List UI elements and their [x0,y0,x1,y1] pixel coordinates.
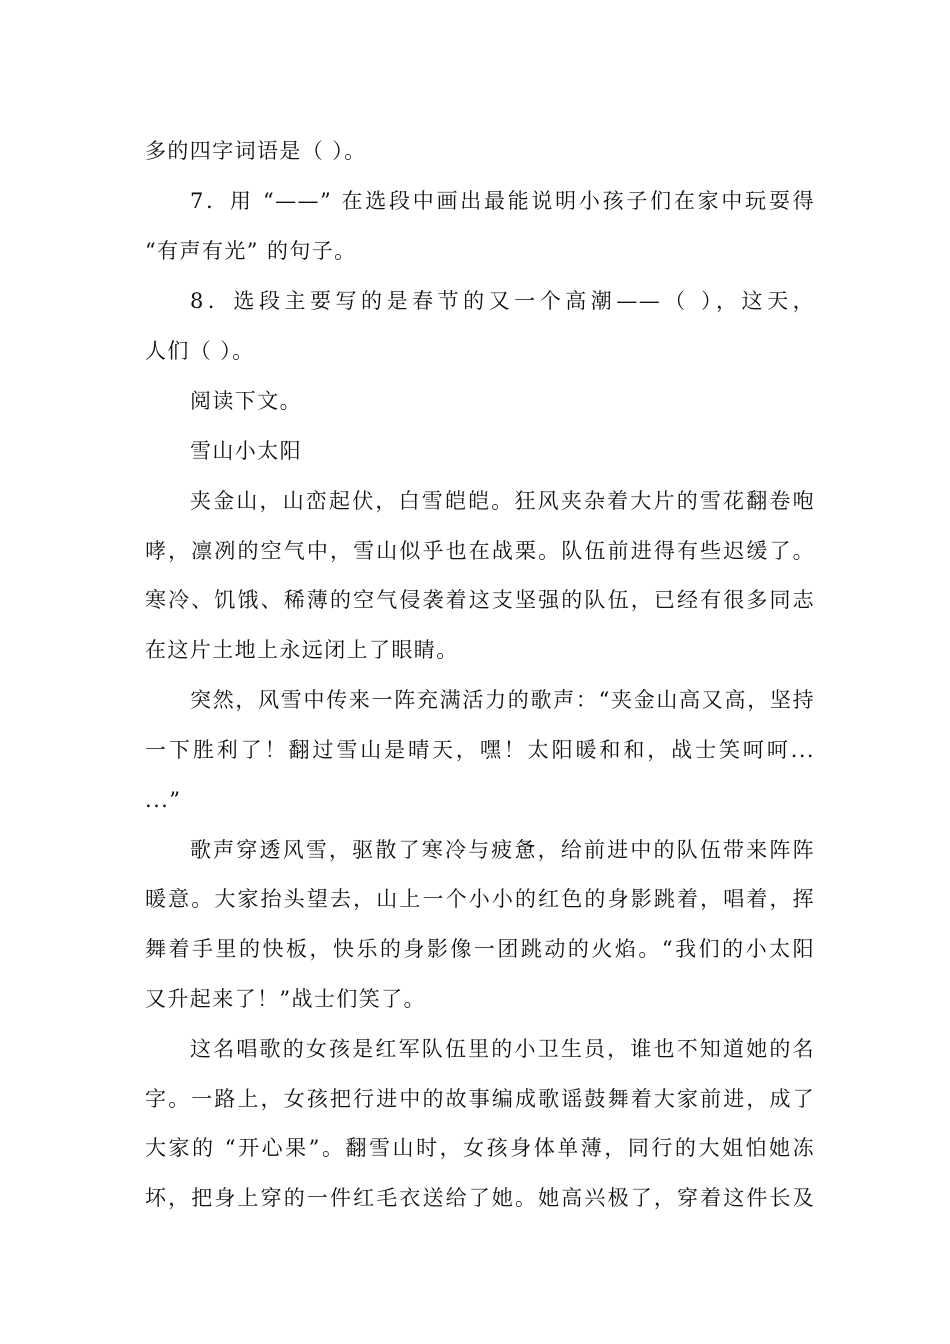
paragraph-3-line-3: 舞着手里的快板，快乐的身影像一团跳动的火焰。“我们的小太阳 [145,937,815,961]
paragraph-4-line-3: 大家的 “开心果”。翻雪山时，女孩身体单薄，同行的大姐怕她冻 [145,1136,815,1160]
question-8-line-1: 8．选段主要写的是春节的又一个高潮——（ ），这天， [190,289,815,313]
paragraph-4-line-2: 字。一路上，女孩把行进中的故事编成歌谣鼓舞着大家前进，成了 [145,1087,815,1111]
question-7-line-2: “有声有光” 的句子。 [145,239,357,263]
question-8-line-2: 人们（ ）。 [145,339,255,363]
paragraph-3-line-1: 歌声穿透风雪，驱散了寒冷与疲惫，给前进中的队伍带来阵阵 [190,838,815,862]
reading-instruction: 阅读下文。 [190,389,302,413]
paragraph-2-line-3: ...” [145,788,182,812]
text-line-1: 多的四字词语是（ ）。 [145,139,367,163]
paragraph-3-line-4: 又升起来了！”战士们笑了。 [145,987,426,1011]
paragraph-1-line-3: 寒冷、饥饿、稀薄的空气侵袭着这支坚强的队伍，已经有很多同志 [145,588,815,612]
paragraph-1-line-4: 在这片土地上永远闭上了眼睛。 [145,638,459,662]
question-7-line-1: 7．用 “——” 在选段中画出最能说明小孩子们在家中玩耍得 [190,189,815,213]
paragraph-4-line-4: 坏，把身上穿的一件红毛衣送给了她。她高兴极了，穿着这件长及 [145,1186,815,1210]
paragraph-1-line-2: 哮，凛冽的空气中，雪山似乎也在战栗。队伍前进得有些迟缓了。 [145,539,815,563]
passage-title: 雪山小太阳 [190,439,302,463]
paragraph-1-line-1: 夹金山，山峦起伏，白雪皑皑。狂风夹杂着大片的雪花翻卷咆 [190,489,815,513]
paragraph-2-line-2: 一下胜利了！翻过雪山是晴天，嘿！太阳暖和和，战士笑呵呵... [145,738,815,762]
paragraph-2-line-1: 突然，风雪中传来一阵充满活力的歌声：“夹金山高又高，坚持 [190,688,815,712]
paragraph-3-line-2: 暖意。大家抬头望去，山上一个小小的红色的身影跳着，唱着，挥 [145,887,815,911]
paragraph-4-line-1: 这名唱歌的女孩是红军队伍里的小卫生员，谁也不知道她的名 [190,1037,815,1061]
